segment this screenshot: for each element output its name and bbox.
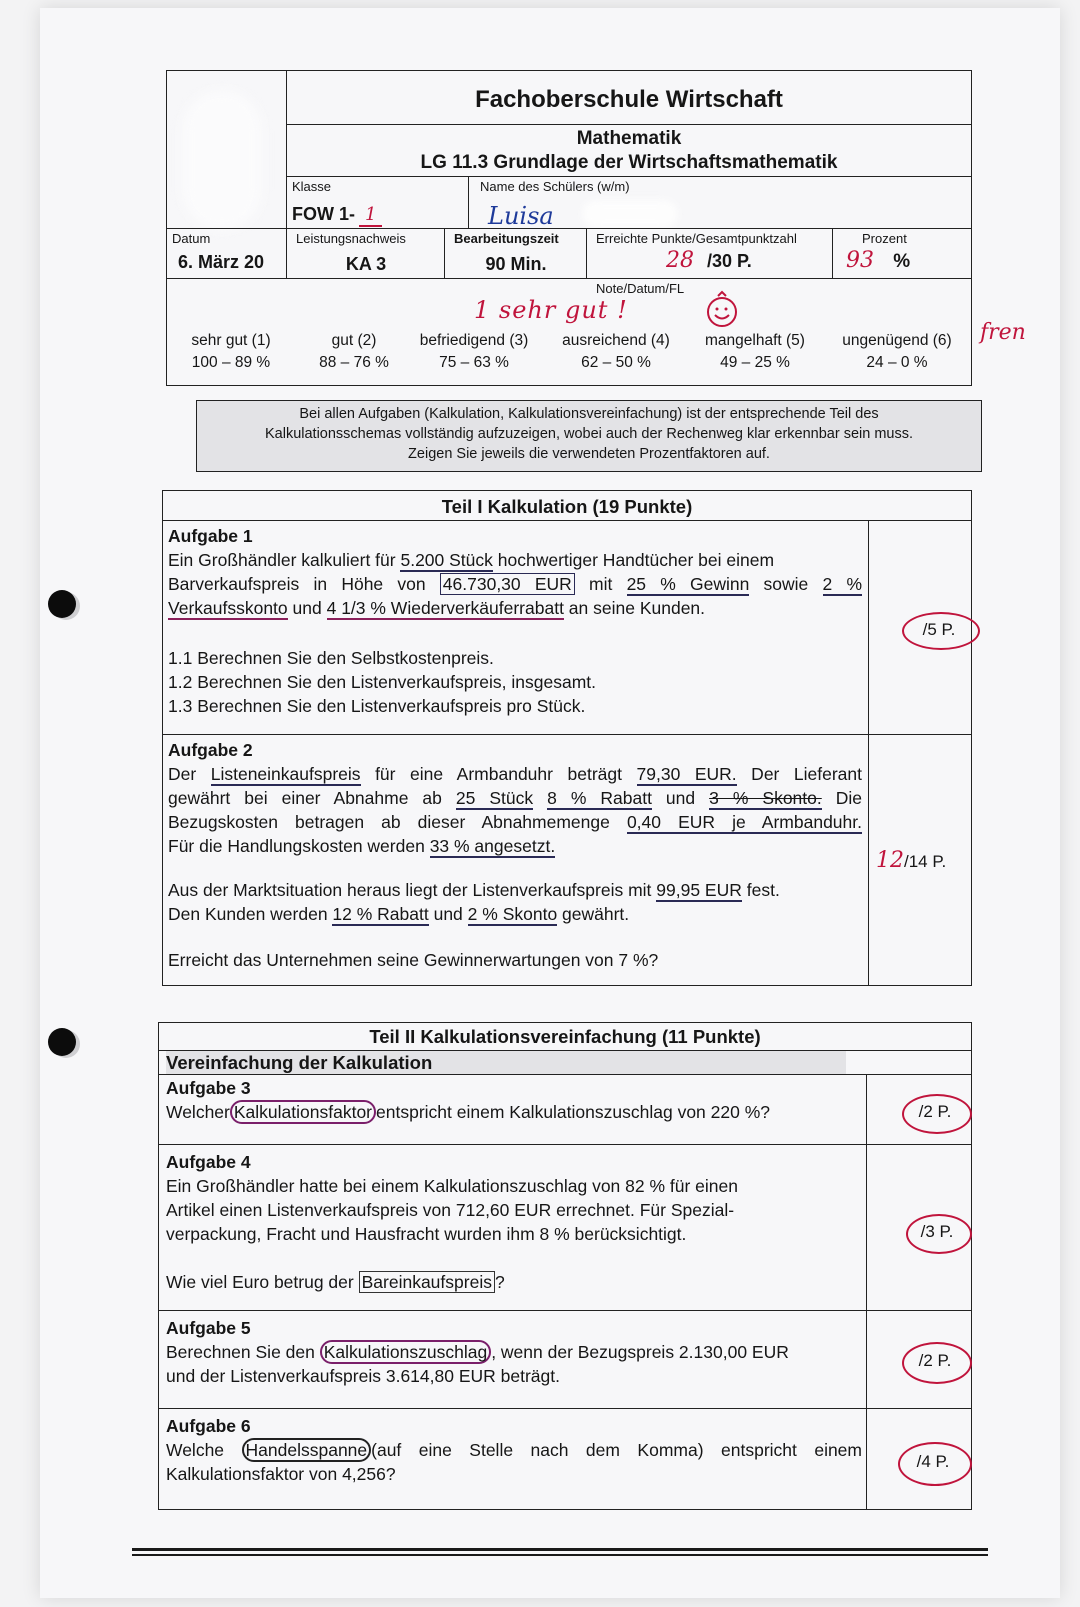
a2-heading: Aufgabe 2 [168, 740, 253, 760]
a3-heading: Aufgabe 3 [166, 1078, 251, 1098]
a6-heading: Aufgabe 6 [166, 1416, 251, 1436]
instructions-line-3: Zeigen Sie jeweils die verwendeten Prozentfaktoren auf. [408, 446, 770, 462]
zeit-label: Bearbeitungszeit [454, 231, 559, 246]
a2-points [876, 848, 946, 873]
klasse-field [292, 204, 382, 225]
a2-line-7: Erreicht das Unternehmen seine Gewinnerwartungen von 7 %? [168, 950, 659, 970]
a4-question [166, 1270, 505, 1294]
a5-post: , wenn der Bezugspreis 2.130,00 EUR [491, 1342, 789, 1362]
part2-title: Teil II Kalkulationsvereinfachung (11 Punkte) [369, 1026, 761, 1047]
prozent-sign: % [893, 251, 911, 272]
prozent-field [846, 248, 910, 273]
a1-question-1: 1.1 Berechnen Sie den Selbstkostenpreis. [168, 648, 494, 668]
grade-3 [404, 330, 544, 374]
grade-4 [546, 330, 686, 374]
a2-line-5: Aus der Marktsituation heraus liegt der Listenverkaufspreis mit 99,95 EUR fest. [168, 880, 780, 900]
klasse-hand: 1 [359, 204, 382, 227]
leistung-label: Leistungsnachweis [296, 231, 406, 246]
prozent-hand: 93 [846, 248, 874, 273]
a3-pre: Welcher [166, 1102, 230, 1122]
klasse-label: Klasse [292, 179, 332, 194]
instructions-line-2: Kalkulationsschemas vollständig aufzuzeigen, wobei auch der Rechenweg klar erkennbar sein muss. [264, 426, 914, 442]
name-label: Name des Schülers (w/m) [480, 179, 630, 194]
grade-name: mangelhaft (5) [705, 332, 805, 349]
school-logo-redacted [168, 72, 286, 244]
a3-points: /2 P. [918, 1102, 952, 1121]
a4-heading: Aufgabe 4 [166, 1152, 251, 1172]
a5-pre: Berechnen Sie den [166, 1342, 315, 1362]
grade-5 [690, 330, 820, 374]
grade-range: 88 – 76 % [319, 354, 389, 371]
a4-pre: Wie viel Euro betrug der [166, 1272, 354, 1292]
punkte-label: Erreichte Punkte/Gesamtpunktzahl [596, 231, 797, 246]
student-name: Luisa [488, 202, 554, 230]
prozent-label: Prozent [862, 231, 907, 246]
subject: Mathematik [576, 128, 682, 149]
punch-hole-bottom [48, 1028, 76, 1056]
leistung-value: KA 3 [345, 254, 387, 274]
a5-heading: Aufgabe 5 [166, 1318, 251, 1338]
a4-line-1: Ein Großhändler hatte bei einem Kalkulationszuschlag von 82 % für einen [166, 1176, 739, 1196]
datum-label: Datum [172, 231, 211, 246]
grade-6 [828, 330, 966, 374]
a6-line-2: Kalkulationsfaktor von 4,256? [166, 1464, 396, 1484]
grade-name: gut (2) [331, 332, 377, 349]
note-label: Note/Datum/FL [596, 281, 685, 296]
smiley-drawing [700, 290, 748, 330]
zeit-value: 90 Min. [485, 254, 547, 274]
part2-table [158, 1022, 972, 1510]
margin-note: fren [980, 320, 1026, 345]
punkte-total: /30 P. [707, 251, 752, 271]
a2-points-hand: 12 [876, 848, 904, 873]
grade-range: 62 – 50 % [581, 354, 651, 371]
part2-subtitle: Vereinfachung der Kalkulation [166, 1051, 846, 1075]
punkte-field [666, 248, 752, 273]
a5-key-term: Kalkulationszuschlag [320, 1340, 491, 1364]
a1-heading: Aufgabe 1 [168, 526, 253, 546]
grade-name: befriedigend (3) [419, 332, 529, 349]
a2-line-1: Der Listeneinkaufspreis für eine Armbanduhr beträgt 79,30 EUR. Der Lieferant [168, 764, 863, 784]
grade-name: ausreichend (4) [562, 332, 670, 349]
part1-title: Teil I Kalkulation (19 Punkte) [441, 496, 693, 517]
datum-value: 6. März 20 [178, 252, 265, 272]
grade-range: 49 – 25 % [720, 354, 790, 371]
a2-points-total: /14 P. [904, 852, 947, 871]
course-title: LG 11.3 Grundlage der Wirtschaftsmathematik [420, 152, 838, 173]
a6-line-1 [166, 1438, 862, 1462]
grade-scale [168, 330, 970, 380]
a4-line-3: verpackung, Fracht und Hausfracht wurden ihm 8 % berücksichtigt. [166, 1224, 687, 1244]
grade-range: 24 – 0 % [866, 354, 928, 371]
a5-line-1 [166, 1340, 862, 1364]
a1-question-2: 1.2 Berechnen Sie den Listenverkaufspreis, insgesamt. [168, 672, 597, 692]
a4-key-term: Bareinkaufspreis [359, 1271, 495, 1293]
a1-line-3: Verkaufsskonto und 4 1/3 % Wiederverkäuferrabatt an seine Kunden. [168, 598, 706, 618]
a3-text [166, 1100, 862, 1124]
a2-line-3: Bezugskosten betragen ab dieser Abnahmemenge 0,40 EUR je Armbanduhr. [168, 812, 862, 832]
a1-question-3: 1.3 Berechnen Sie den Listenverkaufspreis pro Stück. [168, 696, 586, 716]
a3-post: entspricht einem Kalkulationszuschlag von 220 %? [376, 1102, 770, 1122]
a2-line-4: Für die Handlungskosten werden 33 % angesetzt. [168, 836, 556, 856]
a1-points: /5 P. [922, 620, 956, 639]
footer-rule-thin [132, 1554, 988, 1556]
surname-redacted [582, 200, 678, 228]
a1-line-2: Barverkaufspreis in Höhe von 46.730,30 EUR mit 25 % Gewinn sowie 2 % [168, 574, 862, 594]
instructions-box [196, 400, 982, 472]
punch-hole-top [48, 590, 76, 618]
a4-post: ? [494, 1272, 505, 1292]
a6-post: (auf eine Stelle nach dem Komma) entspricht einem [371, 1440, 862, 1460]
note-hand: 1 sehr gut ! [474, 296, 628, 324]
grade-name: ungenügend (6) [842, 332, 952, 349]
a3-key-term: Kalkulationsfaktor [230, 1100, 376, 1124]
a4-points: /3 P. [920, 1222, 954, 1241]
a6-points: /4 P. [916, 1452, 950, 1471]
exam-sheet [40, 8, 1060, 1598]
a4-line-2: Artikel einen Listenverkaufspreis von 712,60 EUR errechnet. Für Spezial- [166, 1200, 735, 1220]
grade-range: 75 – 63 % [439, 354, 509, 371]
grade-1 [172, 330, 290, 374]
klasse-value: FOW 1- [292, 204, 355, 224]
a6-pre: Welche [166, 1440, 225, 1460]
a5-points: /2 P. [918, 1351, 952, 1370]
punkte-hand: 28 [666, 248, 694, 273]
grade-2 [304, 330, 404, 374]
school-name: Fachoberschule Wirtschaft [475, 86, 783, 113]
grade-name: sehr gut (1) [191, 332, 271, 349]
a6-key-term: Handelsspanne [242, 1438, 372, 1462]
instructions-line-1: Bei allen Aufgaben (Kalkulation, Kalkulationsvereinfachung) ist der entsprechende Teil des [299, 406, 879, 422]
footer-rule [132, 1548, 988, 1551]
a2-line-2: gewährt bei einer Abnahme ab 25 Stück 8 % Rabatt und 3 % Skonto. Die [168, 788, 862, 808]
a5-line-2: und der Listenverkaufspreis 3.614,80 EUR beträgt. [166, 1366, 560, 1386]
grade-range: 100 – 89 % [191, 354, 271, 371]
a1-line-1: Ein Großhändler kalkuliert für 5.200 Stück hochwertiger Handtücher bei einem [168, 550, 775, 570]
a2-line-6: Den Kunden werden 12 % Rabatt und 2 % Skonto gewährt. [168, 904, 630, 924]
